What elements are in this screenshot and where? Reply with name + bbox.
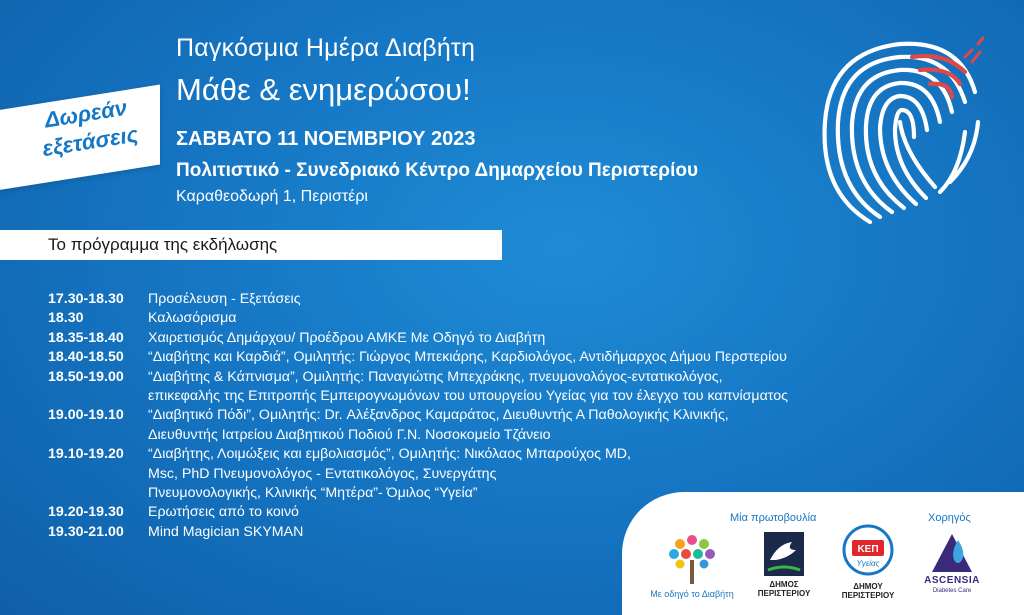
event-address: Καραθεοδωρή 1, Περιστέρι — [176, 188, 368, 205]
schedule-text: “Διαβήτης και Καρδιά”, Ομιλητής: Γιώργος Μπεκιάρης, Καρδιολόγος, Αντιδήμαρχος Δήμου Περστερίου — [148, 349, 787, 366]
schedule-time: 19.30-21.00 — [48, 523, 124, 540]
initiative-label: Μία πρωτοβουλία — [730, 512, 817, 524]
schedule-time: 18.30 — [48, 310, 84, 327]
schedule-text: “Διαβήτης, Λοιμώξεις και εμβολιασμός”, Ομιλητής: Νικόλαος Μπαρούχος MD, Msc, PhD Πνευμονολόγος - Εντατικολόγος, Συνεργάτης Πνευμονολογικής, Κλινικής “Μητέρα”- Όμιλος “Υγεία” — [148, 446, 631, 502]
org2-line2: ΠΕΡΙΣΤΕΡΙΟΥ — [757, 589, 811, 598]
schedule-row — [48, 329, 788, 348]
sponsor-name: ASCENSIA — [924, 575, 980, 586]
sponsor-label: Χορηγός — [928, 512, 971, 524]
schedule-time: 17.30-18.30 — [48, 291, 124, 307]
schedule-row — [48, 348, 788, 367]
org3-line2: ΠΕΡΙΣΤΕΡΙΟΥ — [841, 591, 895, 600]
title-line1: Παγκόσμια Ημέρα Διαβήτη — [176, 34, 476, 62]
org3-name — [828, 582, 908, 600]
schedule-text: Καλωσόρισμα — [148, 310, 237, 327]
logos-panel — [622, 492, 1024, 615]
dove-logo-icon — [762, 530, 806, 578]
schedule-row — [48, 309, 788, 328]
org3-line1: ΔΗΜΟΥ — [853, 582, 883, 591]
org2-line1: ΔΗΜΟΣ — [769, 580, 799, 589]
schedule-time: 19.00-19.10 — [48, 407, 124, 424]
org2-name — [744, 580, 824, 598]
ascensia-logo-icon — [928, 530, 976, 574]
event-date: ΣΑΒΒΑΤΟ 11 ΝΟΕΜΒΡΙΟΥ 2023 — [176, 128, 476, 150]
org3-badge: ΚΕΠ — [857, 544, 879, 555]
schedule-row — [48, 368, 788, 407]
org3-sub: Υγείας — [856, 559, 880, 568]
schedule-row — [48, 290, 788, 309]
schedule-time: 19.20-19.30 — [48, 504, 124, 521]
schedule-text: Προσέλευση - Εξετάσεις — [148, 291, 301, 307]
schedule-text: Χαιρετισμός Δημάρχου/ Προέδρου ΑΜΚΕ Με Οδηγό το Διαβήτη — [148, 329, 546, 346]
badge-line1: Δωρεάν — [42, 94, 129, 133]
event-venue: Πολιτιστικό - Συνεδριακό Κέντρο Δημαρχείου Περιστερίου — [176, 160, 699, 181]
schedule-text: Ερωτήσεις από το κοινό — [148, 504, 299, 521]
badge-line2: εξετάσεις — [40, 121, 140, 162]
fingerprint-icon — [800, 22, 1000, 232]
schedule-time: 18.50-19.00 — [48, 368, 124, 385]
schedule-time: 18.35-18.40 — [48, 329, 124, 346]
title-line2: Μάθε & ενημερώσου! — [176, 72, 471, 107]
schedule-time: 19.10-19.20 — [48, 446, 124, 463]
sponsor-sub: Diabetes Care — [932, 588, 972, 594]
org1-name: Με οδηγό το Διαβήτη — [650, 589, 734, 599]
schedule-time: 18.40-18.50 — [48, 349, 124, 366]
schedule-text: Mind Magician SKYMAN — [148, 523, 304, 540]
tree-logo-icon — [664, 532, 720, 586]
schedule-text: “Διαβήτης & Κάπνισμα”, Ομιλητής: Παναγιώτης Μπεχράκης, πνευμονολόγος-εντατικολόγος, επικεφαλής της Επιτροπής Εμπειρογνωμόνων του υπουργείου Υγείας για τον έλεγχο του καπνίσματος — [148, 368, 788, 405]
schedule-row — [48, 406, 788, 445]
program-heading: Το πρόγραμμα της εκδήλωσης — [48, 235, 278, 254]
schedule-text: “Διαβητικό Πόδι”, Ομιλητής: Dr. Αλέξανδρος Καμαράτος, Διευθυντής Α Παθολογικής Κλινικής, Διευθυντής Ιατρείου Διαβητικού Ποδιού Γ.Ν. Νοσοκομείο Τζάνειο — [148, 407, 729, 443]
